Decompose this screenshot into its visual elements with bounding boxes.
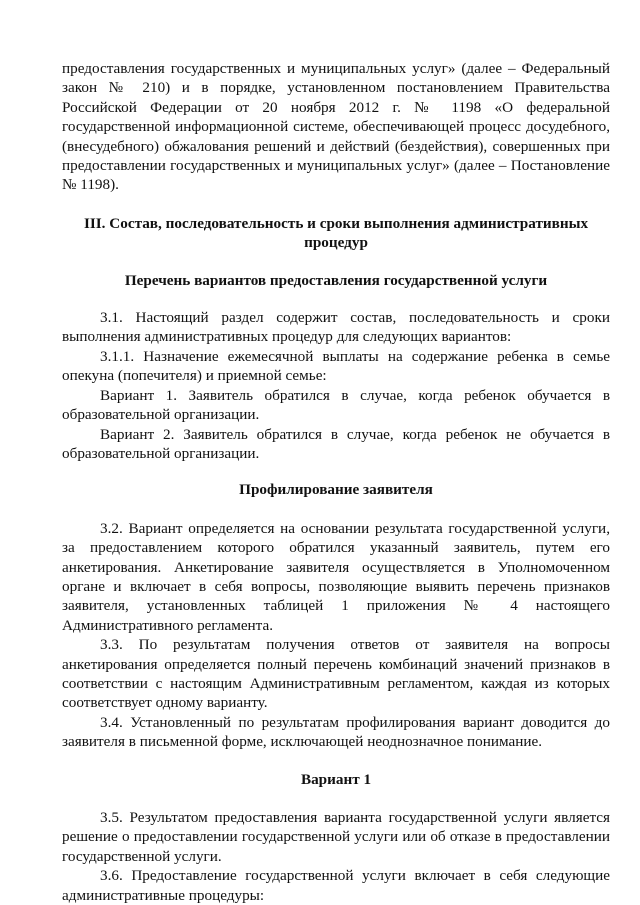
paragraph-3-2: 3.2. Вариант определяется на основании результата государственной услуги, за предоставлением которого обратился указанный заявитель, путем его анкетирования. Анкетирование заявителя осуществляется в Уполномоченном органе и включает в себя вопросы, позволяющие выявить перечень признаков заявителя, установленных таблицей 1 приложения № 4 настоящего Административного регламента. — [62, 519, 610, 634]
paragraph-variant-2: Вариант 2. Заявитель обратился в случае, когда ребенок не обучается в образовательной организации. — [62, 425, 610, 462]
section-title: III. Состав, последовательность и сроки выполнения административных процедур — [83, 214, 589, 252]
paragraph-3-6: 3.6. Предоставление государственной услуги включает в себя следующие административные процедуры: — [62, 867, 610, 904]
subsection-heading-profiling: Профилирование заявителя — [239, 481, 433, 499]
subsection-heading-variants: Перечень вариантов предоставления государственной услуги — [124, 271, 548, 289]
paragraph-3-4: 3.4. Установленный по результатам профилирования вариант доводится до заявителя в письменной форме, исключающей неоднозначное понимание. — [62, 713, 610, 751]
paragraph-3-1: 3.1. Настоящий раздел содержит состав, последовательность и сроки выполнения административных процедур для следующих вариантов: — [62, 309, 610, 346]
paragraph-3-1-1: 3.1.1. Назначение ежемесячной выплаты на содержание ребенка в семье опекуна (попечителя) и приемной семье: — [62, 347, 610, 385]
paragraph-variant-1: Вариант 1. Заявитель обратился в случае, когда ребенок обучается в образовательной организации. — [62, 386, 610, 424]
document-page — [62, 59, 610, 905]
subsection-heading-variant-1: Вариант 1 — [300, 770, 372, 788]
intro-paragraph: предоставления государственных и муниципальных услуг» (далее – Федеральный закон № 210) и в порядке, установленном постановлением Правительства Российской Федерации от 20 ноября 2012 г. № 1198 «О федеральной государственной информационной системе, обеспечивающей процесс досудебного, (внесудебного) обжалования решений и действий (бездействия), совершенных при предоставлении государственных и муниципальных услуг» (далее – Постановление № 1198). — [62, 60, 610, 194]
paragraph-3-5: 3.5. Результатом предоставления варианта государственной услуги является решение о предоставлении государственной услуги или об отказе в предоставлении государственной услуги. — [62, 809, 610, 865]
paragraph-3-3: 3.3. По результатам получения ответов от заявителя на вопросы анкетирования определяется полный перечень комбинаций значений признаков в соответствии с настоящим Административным регламентом, каждая из которых соответствует одному варианту. — [62, 636, 610, 712]
